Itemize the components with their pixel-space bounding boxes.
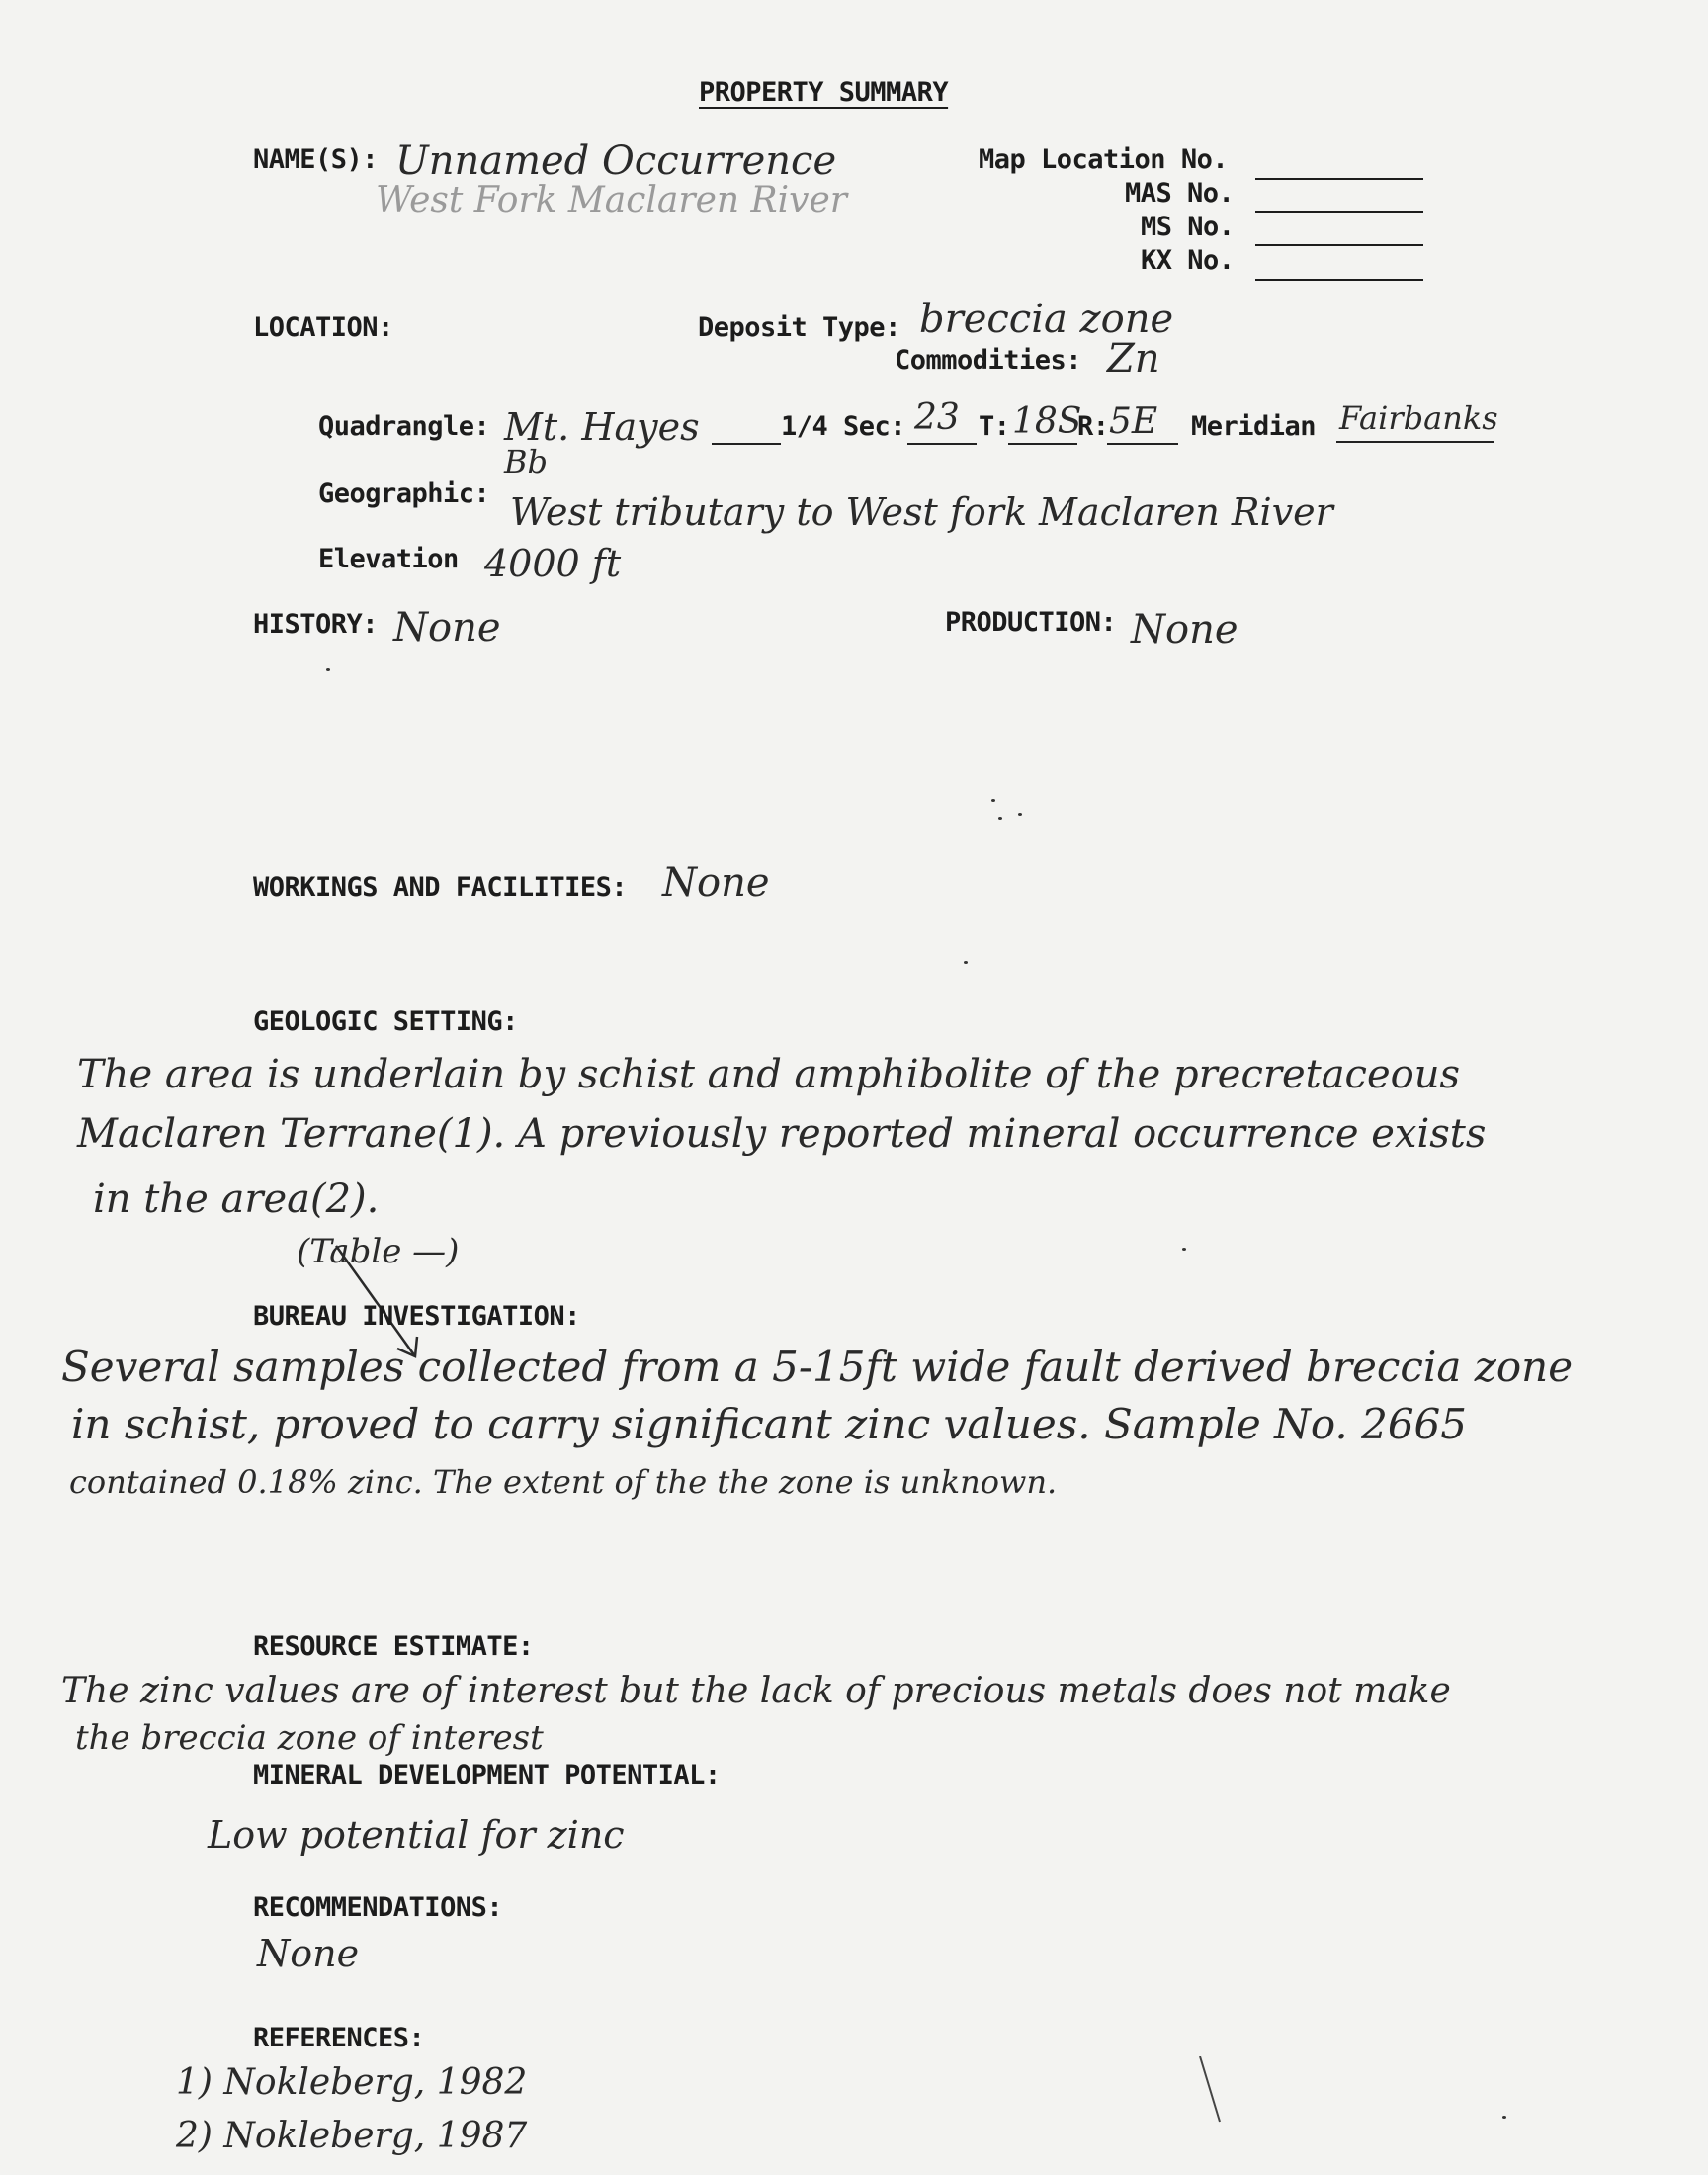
references-label: REFERENCES: (253, 2023, 425, 2053)
sec-value: 23 (914, 397, 960, 438)
elevation-value: 4000 ft (484, 542, 622, 585)
speck (1182, 1248, 1186, 1251)
speck (998, 817, 1002, 820)
history-label: HISTORY: (253, 609, 379, 640)
kx-blank (1255, 279, 1423, 281)
deposit-type-label: Deposit Type: (698, 312, 900, 343)
location-label: LOCATION: (253, 312, 393, 343)
recommendations-label: RECOMMENDATIONS: (253, 1892, 503, 1923)
stray-mark (1196, 2056, 1226, 2126)
speck (991, 799, 995, 802)
name-label: NAME(S): (253, 144, 379, 175)
r-label: R: (1077, 411, 1109, 442)
history-value: None (393, 605, 501, 651)
resource-label: RESOURCE ESTIMATE: (253, 1631, 534, 1662)
kx-label: KX No. (1141, 245, 1235, 276)
recommendations-value: None (257, 1932, 360, 1975)
mas-label: MAS No. (1125, 178, 1235, 209)
sec-blank (907, 443, 977, 445)
quarter-blank (712, 443, 781, 445)
speck (964, 961, 968, 964)
commodities-value: Zn (1107, 336, 1160, 382)
r-value: 5E (1109, 401, 1158, 442)
r-blank (1107, 443, 1178, 445)
reference-item: 1) Nokleberg, 1982 (176, 2062, 528, 2103)
elevation-label: Elevation (318, 544, 459, 574)
resource-line: The zinc values are of interest but the lack of precious metals does not make (61, 1671, 1451, 1711)
geologic-label: GEOLOGIC SETTING: (253, 1006, 518, 1037)
name-alt: West Fork Maclaren River (376, 180, 847, 220)
speck (1502, 2116, 1506, 2119)
geologic-line: in the area(2). (93, 1176, 380, 1222)
deposit-type-value: breccia zone (919, 297, 1174, 342)
mineral-label: MINERAL DEVELOPMENT POTENTIAL: (253, 1760, 721, 1790)
commodities-label: Commodities: (895, 345, 1082, 376)
t-label: T: (979, 411, 1010, 442)
quadrangle-sub: Bb (504, 443, 548, 480)
production-value: None (1131, 607, 1238, 652)
reference-item: 2) Nokleberg, 1987 (176, 2116, 528, 2156)
bureau-line: in schist, proved to carry significant zinc values. Sample No. 2665 (71, 1400, 1468, 1448)
speck (326, 668, 330, 671)
speck (1018, 813, 1022, 816)
mas-blank (1255, 211, 1423, 213)
name-value: Unnamed Occurrence (395, 138, 837, 184)
bureau-label: BUREAU INVESTIGATION: (253, 1301, 580, 1332)
geographic-label: Geographic: (318, 478, 490, 509)
bureau-line: contained 0.18% zinc. The extent of the the zone is unknown. (69, 1463, 1058, 1501)
resource-line: the breccia zone of interest (75, 1718, 544, 1758)
workings-value: None (662, 860, 770, 906)
quarter-sec-label: 1/4 Sec: (781, 411, 906, 442)
meridian-blank (1336, 441, 1494, 443)
mineral-value: Low potential for zinc (208, 1813, 625, 1857)
workings-label: WORKINGS AND FACILITIES: (253, 872, 628, 903)
table-note: (Table —) (297, 1232, 460, 1271)
ms-label: MS No. (1141, 212, 1235, 242)
page-title: PROPERTY SUMMARY (699, 77, 949, 108)
quadrangle-value: Mt. Hayes (504, 405, 700, 449)
quadrangle-label: Quadrangle: (318, 411, 490, 442)
meridian-label: Meridian (1191, 411, 1317, 442)
t-value: 18S (1012, 401, 1082, 442)
geographic-value: West tributary to West fork Maclaren River (510, 490, 1333, 534)
meridian-value: Fairbanks (1339, 399, 1498, 437)
geologic-line: The area is underlain by schist and amphibolite of the precretaceous (77, 1052, 1461, 1097)
bureau-line: Several samples collected from a 5-15ft wide fault derived breccia zone (61, 1343, 1574, 1391)
geologic-line: Maclaren Terrane(1). A previously reported mineral occurrence exists (77, 1111, 1487, 1157)
ms-blank (1255, 244, 1423, 246)
map-location-blank (1255, 178, 1423, 180)
map-location-label: Map Location No. (979, 144, 1229, 175)
t-blank (1008, 443, 1077, 445)
production-label: PRODUCTION: (945, 607, 1117, 638)
